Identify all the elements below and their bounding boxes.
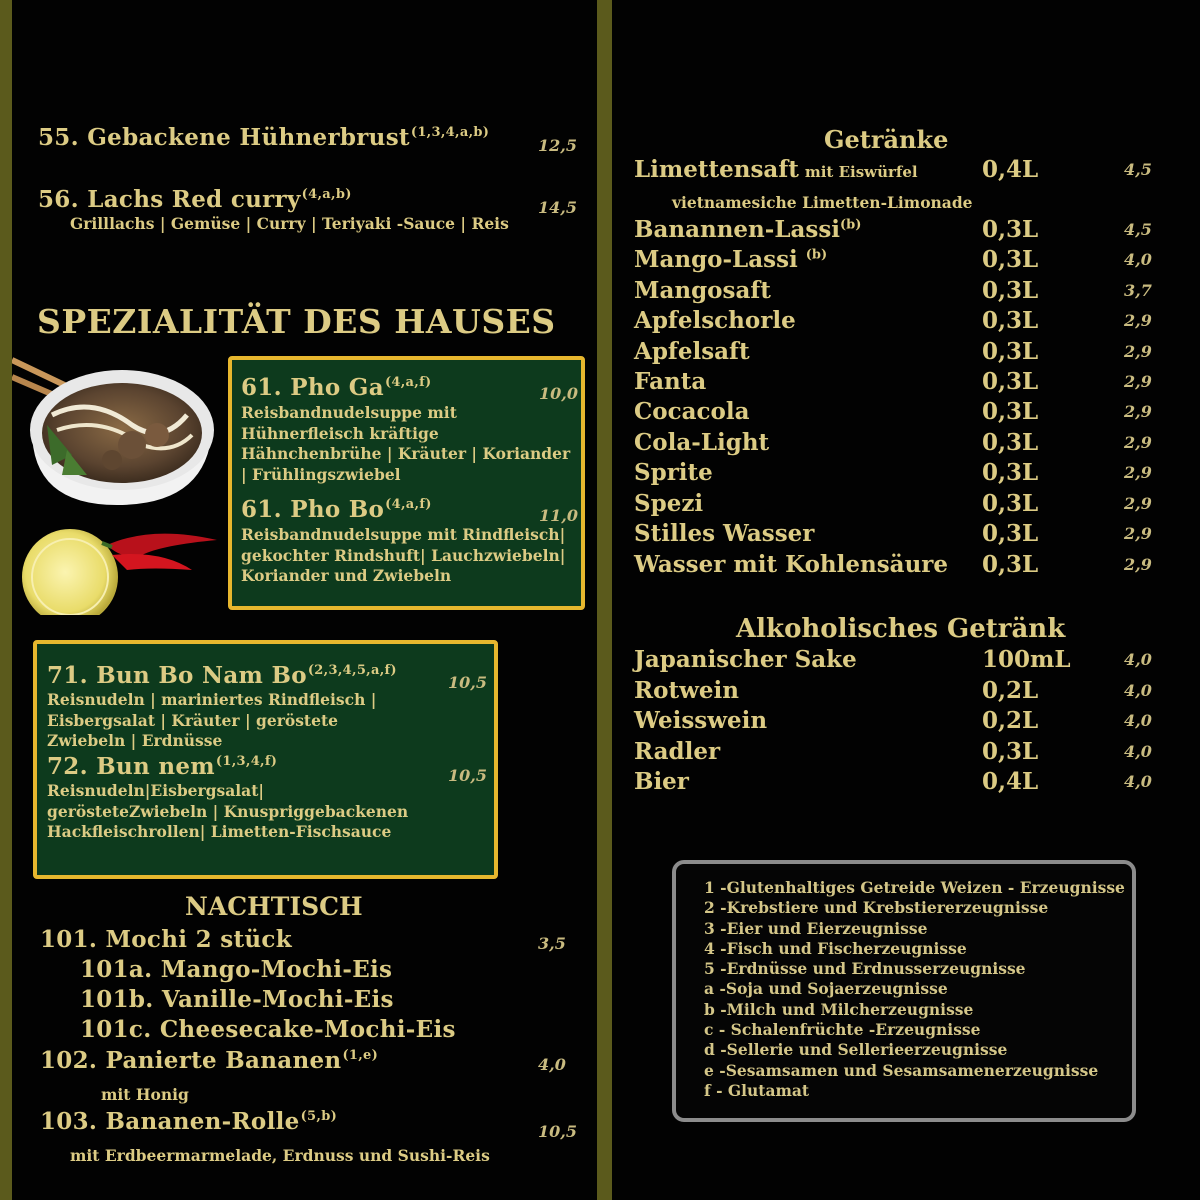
drink-size: 0,3L bbox=[982, 216, 1039, 243]
drink-name-text: Apfelsaft bbox=[634, 338, 750, 365]
allergen-item: b -Milch und Milcherzeugnisse bbox=[704, 999, 974, 1019]
drink-size: 0,3L bbox=[982, 307, 1039, 334]
drink-name bbox=[634, 338, 750, 365]
drink-name bbox=[634, 490, 703, 517]
drink-price: 2,9 bbox=[1124, 494, 1152, 513]
drink-price: 2,9 bbox=[1124, 402, 1152, 421]
drink-name bbox=[634, 551, 948, 578]
drink-row bbox=[634, 156, 1164, 186]
alcohol-name bbox=[634, 707, 767, 734]
drink-size: 0,3L bbox=[982, 490, 1039, 517]
dish-101c: 101c. Cheesecake-Mochi-Eis bbox=[80, 1016, 456, 1043]
drink-name-text: Limettensaft bbox=[634, 156, 799, 183]
alcohol-name bbox=[634, 646, 857, 673]
drink-row bbox=[634, 551, 1164, 581]
alcohol-name bbox=[634, 738, 720, 765]
allergen-item: 3 -Eier und Eierzeugnisse bbox=[704, 918, 928, 938]
drink-size: 0,3L bbox=[982, 398, 1039, 425]
dish-71-price: 10,5 bbox=[448, 673, 487, 692]
alcohol-row bbox=[634, 738, 1164, 768]
allergen-item: 2 -Krebstiere und Krebstiererzeugnisse bbox=[704, 898, 1049, 918]
allergen-list bbox=[704, 878, 1125, 1101]
dish-102-price: 4,0 bbox=[538, 1055, 566, 1074]
alcohol-row bbox=[634, 707, 1164, 737]
drink-price: 4,0 bbox=[1124, 250, 1152, 269]
drink-name bbox=[634, 156, 918, 183]
drink-price: 2,9 bbox=[1124, 433, 1152, 452]
dish-55-allergens: (1,3,4,a,b) bbox=[410, 125, 490, 140]
drink-name bbox=[634, 520, 814, 547]
dish-56-price: 14,5 bbox=[538, 198, 577, 217]
dish-56-name: 56. Lachs Red curry bbox=[38, 186, 301, 213]
drink-price: 2,9 bbox=[1124, 555, 1152, 574]
drink-price: 2,9 bbox=[1124, 524, 1152, 543]
alcohol-heading: Alkoholisches Getränk bbox=[736, 614, 1066, 644]
allergen-item: 1 -Glutenhaltiges Getreide Weizen - Erzeugnisse bbox=[704, 878, 1125, 897]
dish-56-desc: Grilllachs | Gemüse | Curry | Teriyaki -Sauce | Reis bbox=[70, 214, 509, 233]
dish-102-allergens: (1,e) bbox=[342, 1048, 379, 1063]
drink-name-text: Spezi bbox=[634, 490, 704, 517]
drink-size: 0,3L bbox=[982, 246, 1039, 273]
drink-name-text: Stilles Wasser bbox=[634, 520, 815, 547]
dish-101b: 101b. Vanille-Mochi-Eis bbox=[80, 986, 394, 1013]
dessert-heading: NACHTISCH bbox=[185, 892, 363, 921]
dish-72-name: 72. Bun nem bbox=[47, 753, 215, 780]
drink-row bbox=[634, 520, 1164, 550]
dish-102-desc: mit Honig bbox=[101, 1085, 189, 1104]
alcohol-size: 0,2L bbox=[982, 707, 1039, 734]
dish-71-allergens: (2,3,4,5,a,f) bbox=[307, 663, 397, 678]
drink-name-text: Cola-Light bbox=[634, 429, 770, 456]
drink-row bbox=[634, 398, 1164, 428]
dish-61a-desc: Reisbandnudelsuppe mit Hühnerfleisch kräftige Hähnchenbrühe | Kräuter | Koriander | Frühlingszwiebel bbox=[241, 403, 571, 484]
dish-72-allergens: (1,3,4,f) bbox=[215, 754, 278, 769]
alcohol-name-text: Rotwein bbox=[634, 676, 739, 704]
drink-name bbox=[634, 459, 713, 486]
drink-size: 0,3L bbox=[982, 429, 1039, 456]
dish-103-allergens: (5,b) bbox=[300, 1109, 338, 1124]
drink-row bbox=[634, 216, 1164, 246]
dish-71-desc: Reisnudeln | mariniertes Rindfleisch | Eisbergsalat | Kräuter | geröstete Zwiebeln | Erdnüsse bbox=[47, 690, 377, 750]
drink-name bbox=[634, 246, 827, 273]
dish-61b-name: 61. Pho Bo bbox=[241, 496, 385, 523]
drink-row bbox=[634, 277, 1164, 307]
drink-name bbox=[634, 429, 769, 456]
dish-101: 101. Mochi 2 stück bbox=[40, 926, 292, 953]
drink-price: 2,9 bbox=[1124, 311, 1152, 330]
drink-size: 0,3L bbox=[982, 368, 1039, 395]
dish-61a-allergens: (4,a,f) bbox=[384, 375, 432, 390]
drink-name-text: Wasser mit Kohlensäure bbox=[634, 551, 949, 578]
drink-row bbox=[634, 307, 1164, 337]
dish-103-desc: mit Erdbeermarmelade, Erdnuss und Sushi-Reis bbox=[70, 1146, 490, 1165]
drink-name bbox=[634, 368, 706, 395]
dish-101a: 101a. Mango-Mochi-Eis bbox=[80, 956, 393, 983]
alcohol-name-text: Japanischer Sake bbox=[634, 646, 857, 673]
drink-price: 2,9 bbox=[1124, 463, 1152, 482]
alcohol-name-text: Weisswein bbox=[634, 707, 768, 734]
alcohol-size: 0,3L bbox=[982, 737, 1039, 765]
drink-name bbox=[634, 216, 861, 243]
drink-name-text: Mango-Lassi bbox=[634, 246, 806, 273]
dish-61b-price: 11,0 bbox=[539, 506, 578, 525]
dish-56 bbox=[38, 186, 352, 213]
drink-row bbox=[634, 459, 1164, 489]
dish-61b bbox=[241, 496, 432, 523]
dish-61a-price: 10,0 bbox=[539, 384, 578, 403]
alcohol-name-text: Bier bbox=[634, 768, 689, 795]
dish-72 bbox=[47, 753, 277, 780]
drink-name-text: Sprite bbox=[634, 459, 713, 486]
alcohol-name bbox=[634, 677, 739, 704]
drink-row bbox=[634, 368, 1164, 398]
alcohol-size: 0,2L bbox=[982, 676, 1039, 704]
allergen-item: f - Glutamat bbox=[704, 1080, 810, 1100]
allergen-item: 5 -Erdnüsse und Erdnusserzeugnisse bbox=[704, 959, 1026, 979]
alcohol-size: 100mL bbox=[982, 646, 1071, 673]
alcohol-row bbox=[634, 677, 1164, 707]
dish-72-desc: Reisnudeln|Eisbergsalat| gerösteteZwiebeln | Knuspriggebackenen Hackfleischrollen| Limetten-Fischsauce bbox=[47, 781, 409, 841]
drink-price: 3,7 bbox=[1124, 281, 1152, 300]
drink-size: 0,3L bbox=[982, 520, 1039, 547]
drink-size: 0,3L bbox=[982, 277, 1039, 304]
drink-name-text: Fanta bbox=[634, 368, 707, 395]
special-heading: SPEZIALITÄT DES HAUSES bbox=[37, 302, 556, 341]
allergen-item: a -Soja und Sojaerzeugnisse bbox=[704, 979, 948, 999]
drink-name-text: Cocacola bbox=[634, 398, 750, 425]
drink-name bbox=[634, 398, 750, 425]
limette-note: vietnamesiche Limetten-Limonade bbox=[672, 193, 973, 212]
dish-71 bbox=[47, 662, 397, 689]
alcohol-row bbox=[634, 768, 1164, 798]
drink-note: mit Eiswürfel bbox=[804, 163, 918, 181]
dish-103-price: 10,5 bbox=[538, 1122, 577, 1141]
dish-56-allergens: (4,a,b) bbox=[301, 187, 352, 202]
drink-name-text: Mangosaft bbox=[634, 277, 771, 304]
drink-size: 0,3L bbox=[982, 551, 1039, 578]
alcohol-size: 0,4L bbox=[982, 768, 1039, 795]
alcohol-price: 4,0 bbox=[1124, 680, 1152, 700]
drinks-heading: Getränke bbox=[824, 125, 949, 154]
dish-61b-desc: Reisbandnudelsuppe mit Rindfleisch| gekochter Rindshuft| Lauchzwiebeln| Koriander und Zwiebeln bbox=[241, 525, 566, 585]
allergen-item: c - Schalenfrüchte -Erzeugnisse bbox=[704, 1020, 981, 1040]
drink-size: 0,4L bbox=[982, 156, 1039, 183]
drink-row bbox=[634, 338, 1164, 368]
drink-price: 2,9 bbox=[1124, 372, 1152, 391]
drink-name bbox=[634, 277, 771, 304]
dish-61a-name: 61. Pho Ga bbox=[241, 374, 384, 401]
dish-61a bbox=[241, 374, 431, 401]
alcohol-price: 4,0 bbox=[1124, 650, 1152, 669]
dish-72-price: 10,5 bbox=[448, 766, 487, 785]
allergen-item: d -Sellerie und Sellerieerzeugnisse bbox=[704, 1040, 1008, 1060]
alcohol-row bbox=[634, 646, 1164, 676]
dish-61b-allergens: (4,a,f) bbox=[385, 497, 432, 512]
dish-55-name: 55. Gebackene Hühnerbrust bbox=[38, 124, 410, 151]
drink-allergens: (b) bbox=[805, 247, 828, 263]
alcohol-name-text: Radler bbox=[634, 737, 721, 765]
allergen-item: e -Sesamsamen und Sesamsamenerzeugnisse bbox=[704, 1060, 1099, 1080]
drink-name bbox=[634, 307, 796, 334]
alcohol-name bbox=[634, 768, 689, 795]
alcohol-price: 4,0 bbox=[1124, 711, 1152, 730]
dish-55 bbox=[38, 124, 489, 151]
alcohol-price: 4,0 bbox=[1124, 741, 1152, 761]
drink-allergens: (b) bbox=[840, 217, 862, 233]
dish-101-price: 3,5 bbox=[538, 934, 566, 953]
dish-102-name: 102. Panierte Bananen bbox=[40, 1047, 342, 1074]
drink-price: 4,5 bbox=[1124, 220, 1152, 239]
dish-103 bbox=[40, 1108, 337, 1135]
dish-71-name: 71. Bun Bo Nam Bo bbox=[47, 662, 307, 689]
drink-size: 0,3L bbox=[982, 338, 1039, 365]
drink-row bbox=[634, 429, 1164, 459]
allergen-legend-box bbox=[672, 860, 1136, 1122]
alcohol-price: 4,0 bbox=[1124, 772, 1152, 791]
dish-55-price: 12,5 bbox=[538, 136, 577, 155]
dish-102 bbox=[40, 1047, 378, 1074]
drink-row bbox=[634, 490, 1164, 520]
pho-bowl-with-lime-and-chili-photo bbox=[12, 355, 227, 615]
dish-103-name: 103. Bananen-Rolle bbox=[40, 1108, 300, 1135]
drink-row bbox=[634, 246, 1164, 276]
drink-price: 4,5 bbox=[1124, 160, 1152, 179]
drink-price: 2,9 bbox=[1124, 342, 1152, 361]
allergen-item: 4 -Fisch und Fischerzeugnisse bbox=[704, 938, 967, 958]
drink-size: 0,3L bbox=[982, 459, 1039, 486]
drink-name-text: Banannen-Lassi bbox=[634, 216, 841, 243]
drink-name-text: Apfelschorle bbox=[634, 307, 796, 334]
